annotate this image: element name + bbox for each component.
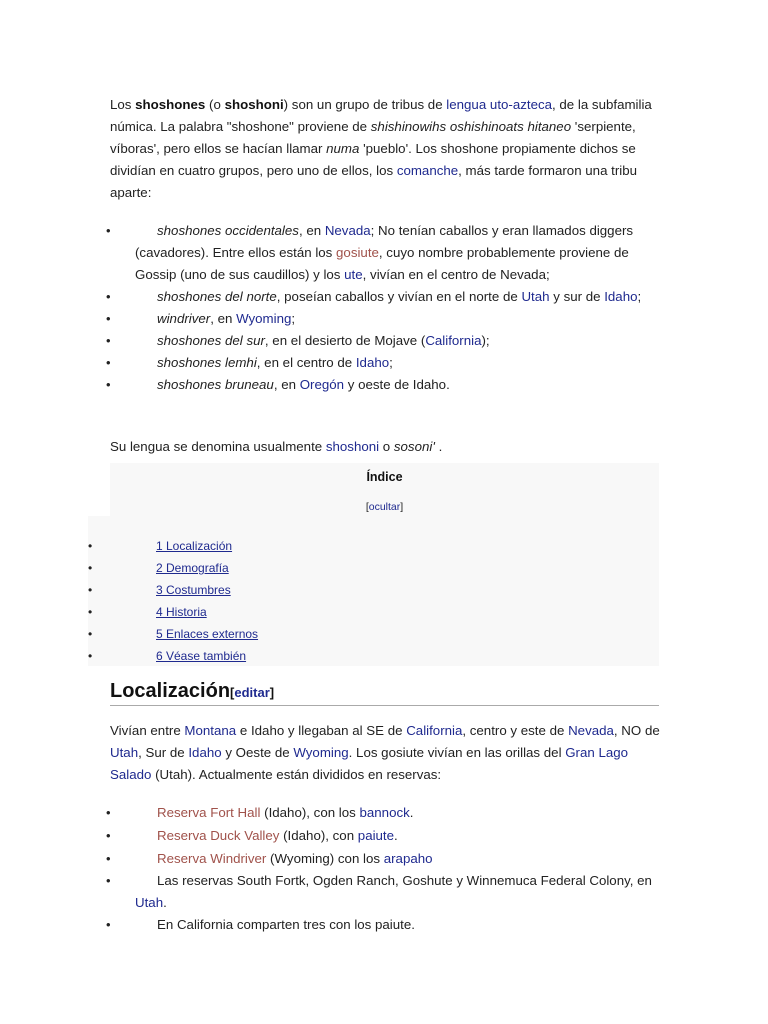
group-text: , vivían en el centro de Nevada; xyxy=(362,267,550,282)
link-arapaho[interactable]: arapaho xyxy=(383,851,433,866)
intro-text: 'pueblo'. Los shoshone propiamente dichos se dividían en cuatro grupos, pero uno de ellos, los xyxy=(110,141,636,178)
section-title: Localización xyxy=(110,680,231,702)
link-reserva-duck-valley[interactable]: Reserva Duck Valley xyxy=(157,828,280,843)
bullet: • xyxy=(88,649,93,663)
lang-text: o xyxy=(379,439,394,454)
group-text: , en xyxy=(273,377,300,392)
group-text: , en el desierto de Mojave ( xyxy=(264,333,426,348)
group-name: shoshones bruneau xyxy=(157,377,274,392)
link-utah[interactable]: Utah xyxy=(521,289,550,304)
lang-text: . xyxy=(434,439,443,454)
toc-title: Índice xyxy=(366,470,403,484)
bullet: • xyxy=(106,223,111,238)
bullet: • xyxy=(88,561,93,575)
toc-link-demografia[interactable]: 2 Demografía xyxy=(156,561,229,575)
toc-item xyxy=(88,535,648,557)
intro-text: , de la subfamilia númica. La palabra "shoshone" proviene de xyxy=(110,97,652,134)
reserve-text: (Wyoming) con los xyxy=(266,851,384,866)
list-item xyxy=(106,848,665,870)
list-item xyxy=(106,825,665,848)
toc-link-costumbres[interactable]: 3 Costumbres xyxy=(156,583,231,597)
bullet: • xyxy=(106,333,111,348)
bullet: • xyxy=(88,539,93,553)
link-reserva-fort-hall[interactable]: Reserva Fort Hall xyxy=(157,805,261,820)
list-item xyxy=(106,330,665,352)
link-utah[interactable]: Utah xyxy=(135,895,164,910)
list-item xyxy=(106,220,665,286)
toc-item xyxy=(88,601,648,623)
intro-text: (o xyxy=(205,97,225,112)
link-california[interactable]: California xyxy=(406,723,463,738)
bullet: • xyxy=(106,873,111,888)
intro-bold-shoshones: shoshones xyxy=(135,97,206,112)
link-paiute[interactable]: paiute xyxy=(357,828,395,843)
loc-text: , centro y este de xyxy=(462,723,569,738)
link-bannock[interactable]: bannock xyxy=(359,805,410,820)
group-text: , cuyo nombre probablemente proviene de Gossip (uno de sus caudillos) y los xyxy=(135,245,629,282)
reserve-text: . xyxy=(409,805,414,820)
bullet: • xyxy=(88,627,93,641)
group-text: y sur de xyxy=(549,289,605,304)
loc-text: (Utah). Actualmente están divididos en reservas: xyxy=(151,767,442,782)
intro-text: Los xyxy=(110,97,136,112)
bullet: • xyxy=(106,851,111,866)
group-text: ; xyxy=(389,355,393,370)
edit-link[interactable]: editar xyxy=(234,685,270,700)
group-name: shoshones del norte xyxy=(157,289,277,304)
bullet: • xyxy=(106,355,111,370)
toc-hide-link[interactable]: ocultar xyxy=(368,501,401,513)
link-idaho[interactable]: Idaho xyxy=(355,355,390,370)
bullet: • xyxy=(106,828,111,843)
intro-italic-numa: numa xyxy=(326,141,360,156)
group-name: windriver xyxy=(157,311,211,326)
reserve-text: Las reservas South Fortk, Ogden Ranch, Goshute y Winnemuca Federal Colony, en xyxy=(157,873,652,888)
link-ute[interactable]: ute xyxy=(344,267,363,282)
list-item xyxy=(106,352,665,374)
group-text: , en xyxy=(210,311,237,326)
bullet: • xyxy=(88,605,93,619)
list-item xyxy=(106,802,665,825)
link-idaho[interactable]: Idaho xyxy=(604,289,638,304)
toc-list xyxy=(88,535,648,667)
bullet: • xyxy=(106,377,111,392)
loc-text: , Sur de xyxy=(138,745,189,760)
intro-text: ) son un grupo de tribus de xyxy=(283,97,447,112)
toc-link-historia[interactable]: 4 Historia xyxy=(156,605,207,619)
group-name: shoshones lemhi xyxy=(157,355,257,370)
link-montana[interactable]: Montana xyxy=(184,723,237,738)
list-item xyxy=(106,308,665,330)
bullet: • xyxy=(106,289,111,304)
link-gran-lago-salado[interactable]: Gran Lago Salado xyxy=(110,745,629,782)
intro-italic-etymology: shishinowihs oshishinoats hitaneo xyxy=(370,119,572,134)
group-name: shoshones del sur xyxy=(157,333,265,348)
list-item xyxy=(106,914,665,936)
link-shoshoni[interactable]: shoshoni xyxy=(325,439,380,454)
list-item xyxy=(106,286,665,308)
loc-text: . Los gosiute vivían en las orillas del xyxy=(348,745,566,760)
group-text: , en xyxy=(298,223,325,238)
groups-list xyxy=(106,220,665,396)
section-heading xyxy=(110,680,659,706)
toc-bracket: ] xyxy=(400,501,404,513)
reserve-text: . xyxy=(163,895,167,910)
toc-link-localizacion[interactable]: 1 Localización xyxy=(156,539,233,553)
group-text: ); xyxy=(481,333,490,348)
link-lengua-uto-azteca[interactable]: lengua uto-azteca xyxy=(446,97,553,112)
group-name: shoshones occidentales xyxy=(157,223,299,238)
loc-text: y Oeste de xyxy=(221,745,294,760)
link-comanche[interactable]: comanche xyxy=(396,163,459,178)
group-text: ; xyxy=(637,289,642,304)
edit-bracket: ] xyxy=(269,685,275,700)
lang-text: Su lengua se denomina usualmente xyxy=(110,439,326,454)
link-wyoming[interactable]: Wyoming xyxy=(236,311,292,326)
bullet: • xyxy=(106,805,111,820)
list-item xyxy=(106,374,665,396)
lang-italic-sosoni: sosoni' xyxy=(393,439,435,454)
intro-paragraph xyxy=(110,94,660,204)
intro-bold-shoshoni: shoshoni xyxy=(224,97,284,112)
link-gosiute[interactable]: gosiute xyxy=(336,245,379,260)
bullet: • xyxy=(106,917,111,932)
link-utah[interactable]: Utah xyxy=(110,745,139,760)
reserve-text: En California comparten tres con los paiute. xyxy=(157,917,415,932)
link-nevada[interactable]: Nevada xyxy=(568,723,614,738)
group-text: , poseían caballos y vivían en el norte de xyxy=(276,289,522,304)
toc-item xyxy=(88,579,648,601)
bullet: • xyxy=(106,311,111,326)
toc-item xyxy=(88,645,648,667)
reserves-list xyxy=(106,802,665,936)
loc-text: e Idaho y llegaban al SE de xyxy=(236,723,407,738)
group-text: ; xyxy=(291,311,296,326)
link-oregon[interactable]: Oregón xyxy=(299,377,345,392)
toc-item xyxy=(88,623,648,645)
location-paragraph xyxy=(110,720,660,786)
toc-toggle xyxy=(110,501,659,513)
link-idaho[interactable]: Idaho xyxy=(188,745,222,760)
toc-link-enlaces-externos[interactable]: 5 Enlaces externos xyxy=(156,627,259,641)
reserve-text: . xyxy=(394,828,398,843)
bullet: • xyxy=(88,583,93,597)
reserve-text: (Idaho), con xyxy=(279,828,358,843)
group-text: ; No tenían caballos y eran llamados diggers (cavadores). Entre ellos están los xyxy=(135,223,634,260)
loc-text: , NO de xyxy=(613,723,660,738)
loc-text: Vivían entre xyxy=(110,723,185,738)
language-paragraph xyxy=(110,436,660,458)
list-item xyxy=(106,870,665,914)
intro-text: , más tarde formaron una tribu aparte: xyxy=(110,163,638,200)
intro-text: 'serpiente, víboras', pero ellos se hacían llamar xyxy=(110,119,636,156)
toc-link-vease-tambien[interactable]: 6 Véase también xyxy=(156,649,247,663)
edit-section xyxy=(230,685,274,700)
toc-bracket: [ xyxy=(365,501,369,513)
link-wyoming[interactable]: Wyoming xyxy=(293,745,349,760)
link-nevada[interactable]: Nevada xyxy=(324,223,371,238)
group-text: , en el centro de xyxy=(256,355,356,370)
link-reserva-windriver[interactable]: Reserva Windriver xyxy=(157,851,267,866)
reserve-text: (Idaho), con los xyxy=(260,805,360,820)
link-california[interactable]: California xyxy=(425,333,482,348)
edit-bracket: [ xyxy=(230,685,235,700)
group-text: y oeste de Idaho. xyxy=(344,377,450,392)
toc-item xyxy=(88,557,648,579)
